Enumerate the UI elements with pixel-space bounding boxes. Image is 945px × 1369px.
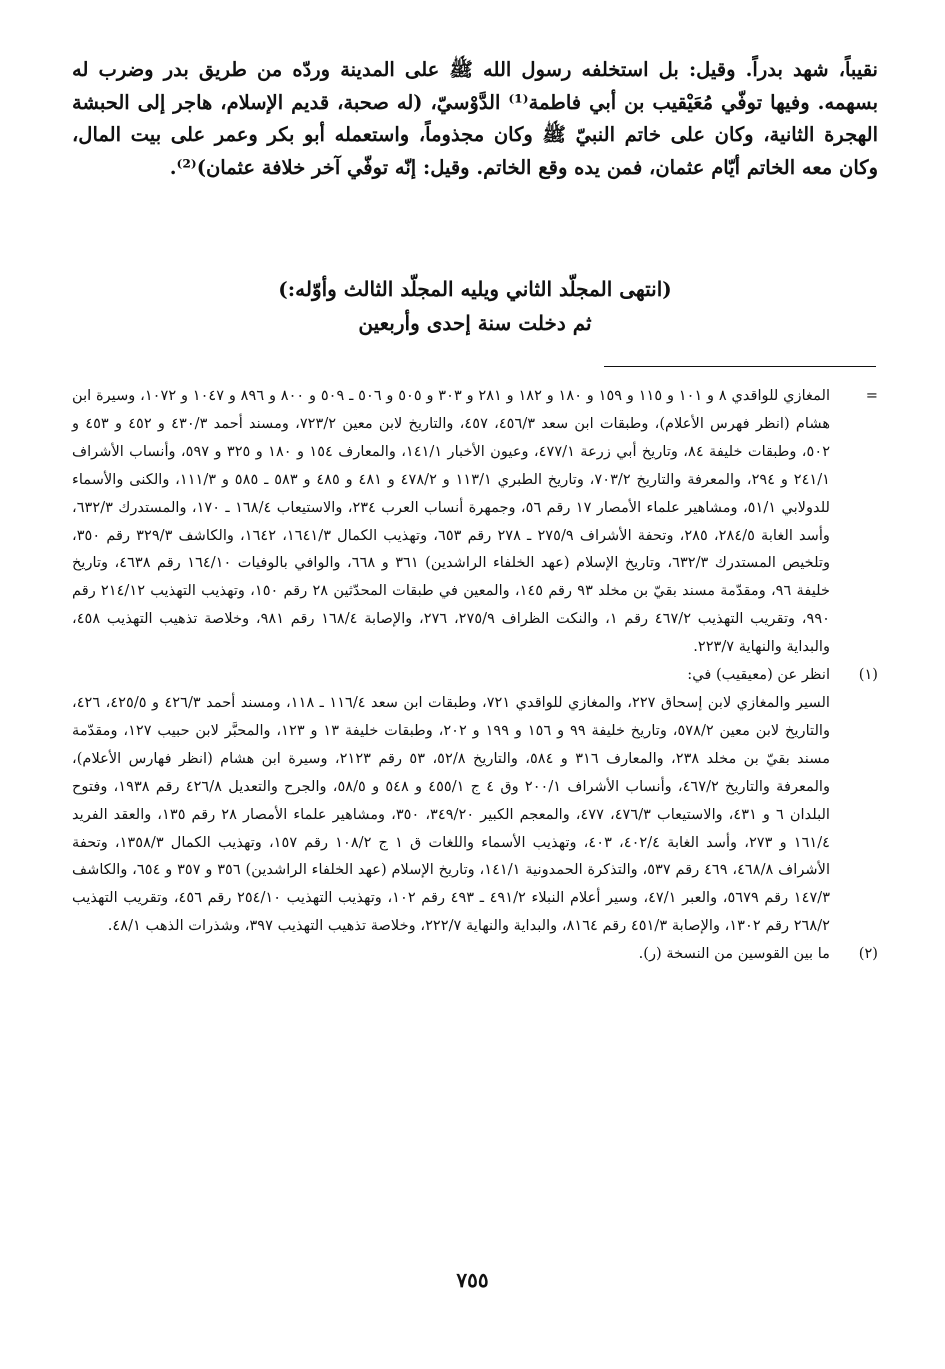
page-number: ٧٥٥ bbox=[456, 1268, 489, 1292]
next-volume-start-line: ثم دخلت سنة إحدى وأربعين bbox=[358, 311, 592, 335]
footnote-1 bbox=[72, 661, 878, 940]
footnote-continuation-mark: = bbox=[865, 387, 878, 404]
main-text: نقيباً، شهد بدراً. وقيل: بل استخلفه رسول الله ﷺ على المدينة وردّه من طريق بدر وضرب له بسهمه. وفيها توفّي مُعَيْقيب بن أبي فاطمة⁽¹⁾ الدَّوْسيّ، (له صحبة، قديم الإسلام، هاجر إلى الحبشة الهجرة الثانية، وكان على خاتم النبيّ ﷺ وكان مجذوماً، واستعمله أبو بكر وعمر على بيت المال، وكان معه الخاتم أيّام عثمان، فمن يده وقع الخاتم. وقيل: إنّه توفّي آخر خلافة عثمان)⁽²⁾. bbox=[72, 58, 878, 179]
footnote-2-text: ما بين القوسين من النسخة (ر). bbox=[638, 945, 830, 963]
footnotes bbox=[72, 382, 878, 968]
volume-end-note bbox=[72, 272, 878, 340]
footnote-1-text: السير والمغازي لابن إسحاق ٢٢٧، والمغازي للواقدي ٧٢١، وطبقات ابن سعد ١١٦/٤ ـ ١١٨، ومسند أحمد ٤٢٦/٣ و ٤٢٥/٥، ٤٢٦، والتاريخ لابن معين ٥٧٨/٢، وتاريخ خليفة ٩٩ و ١٥٦ و ١٩٩ و ٢٠٢، وطبقات خليفة ١٣ و ١٢٣، والمحبَّر لابن حبيب ١٢٧، ومقدّمة مسند بقيّ بن مخلد ٢٣٨، والمعارف ٣١٦ و ٥٨٤، والتاريخ ٥٢/٨، ٥٣ رقم ٢١٢٣، وسيرة ابن هشام (انظر فهارس الأعلام)، والمعرفة والتاريخ ٤٦٧/٢، وأنساب الأشراف ٢٠٠/١ وق ٤ ج ٤٥٥/١ و ٥٤٨ و ٥٨/٥، والجرح والتعديل ٤٢٦/٨ رقم ١٩٣٨، وفتوح البلدان ٦ و ٤٣١، والاستيعاب ٤٧٦/٣، ٤٧٧، والمعجم الكبير ٣٤٩/٢٠، ٣٥٠، ومشاهير علماء الأمصار ٢٨ رقم ١٣٥، والعقد الفريد ١٦١/٤ و ٢٧٣، وأسد الغابة ٤٠٢/٤، ٤٠٣، وتهذيب الأسماء واللغات ق ١ ج ١٠٨/٢ رقم ١٥٧، وتهذيب الكمال ١٣٥٨/٣، وتحفة الأشراف ٤٦٨/٨، ٤٦٩ رقم ٥٣٧، والتذكرة الحمدونية ١٤١/١، وتاريخ الإسلام (عهد الخلفاء الراشدين) ٣٥٦ و ٣٥٧ و ٦٥٤، والكاشف ١٤٧/٣ رقم ٥٦٧٩، والعبر ٤٧/١، وسير أعلام النبلاء ٤٩١/٢ ـ ٤٩٣ رقم ١٠٢، وتهذيب التهذيب ٢٥٤/١٠ رقم ٤٥٦، وتقريب التهذيب ٢٦٨/٢ رقم ١٣٠٢، والإصابة ٤٥١/٣ رقم ٨١٦٤، والبداية والنهاية ٢٢٢/٧، وخلاصة تذهيب التهذيب ٣٩٧، وشذرات الذهب ٤٨/١. bbox=[72, 693, 831, 935]
footnote-continuation-text: المغازي للواقدي ٨ و ١٠١ و ١١٥ و ١٥٩ و ١٨٠ و ١٨٢ و ٢٨١ و ٣٠٣ و ٥٠٥ و ٥٠٦ ـ ٥٠٩ و ٨٠٠ و ٨٩٦ و ١٠٤٧ و ١٠٧٢، وسيرة ابن هشام (انظر فهرس الأعلام)، وطبقات ابن سعد ٤٥٦/٣، ٤٥٧، والتاريخ لابن معين ٧٢٣/٢، ومسند أحمد ٤٣٠/٣ و ٤٥٢ و ٤٥٣ و ٥٠٢، وطبقات خليفة ٨٤، وتاريخ أبي زرعة ٤٧٧/١، وعيون الأخبار ١٤١/١، والمعارف ١٥٤ و ١٨٠ و ٣٢٥ و ٥٩٧، وأنساب الأشراف ٢٤١/١ و ٢٩٤، والمعرفة والتاريخ ٧٠٣/٢، وتاريخ الطبري ١١٣/١ و ٤٧٨/٢ و ٤٨١ و ٤٨٥ و ٥٨٣ ـ ٥٨٥ و ١١١/٣، والكنى والأسماء للدولابي ٥١/١، ومشاهير علماء الأمصار ١٧ رقم ٥٦، وجمهرة أنساب العرب ٢٣٤، والاستيعاب ١٦٨/٤ ـ ١٧٠، والمستدرك ٦٣٢/٣، وأسد الغابة ٢٨٤/٥، ٢٨٥، وتحفة الأشراف ٢٧٥/٩ ـ ٢٧٨ رقم ٦٥٣، وتهذيب الكمال ١٦٤١/٣، ١٦٤٢، والكاشف ٣٢٩/٣ رقم ٣٥٠، وتلخيص المستدرك ٦٣٢/٣، وتاريخ الإسلام (عهد الخلفاء الراشدين) ٣٦١ و ٦٦٨، والوافي بالوفيات ١٦٤/١٠ رقم ٤٦٣٨، وتاريخ خليفة ٩٦، ومقدّمة مسند بقيّ بن مخلد ٩٣ رقم ١٤٥، والمعين في طبقات المحدّثين ٢٨ رقم ١٥٠، وتهذيب التهذيب ٢١٤/١٢ رقم ٩٩٠، وتقريب التهذيب ٤٦٧/٢ رقم ١، والنكت الظراف ٢٧٥/٩، ٢٧٦، والإصابة ١٦٨/٤ رقم ٩٨١، وخلاصة تذهيب التهذيب ٤٥٨، والبداية والنهاية ٢٢٣/٧. bbox=[72, 387, 831, 656]
footnote-separator bbox=[604, 366, 876, 367]
footnote-2 bbox=[72, 940, 878, 968]
volume-end-line: (انتهى المجلّد الثاني ويليه المجلّد الثالث وأوّله:) bbox=[278, 277, 672, 301]
footnote-continuation bbox=[72, 382, 878, 661]
footnote-1-body bbox=[72, 661, 830, 940]
footnote-1-intro: انظر عن (معيقيب) في: bbox=[687, 666, 830, 684]
footnote-1-mark: (١) bbox=[858, 666, 878, 684]
footnote-2-mark: (٢) bbox=[858, 945, 878, 963]
